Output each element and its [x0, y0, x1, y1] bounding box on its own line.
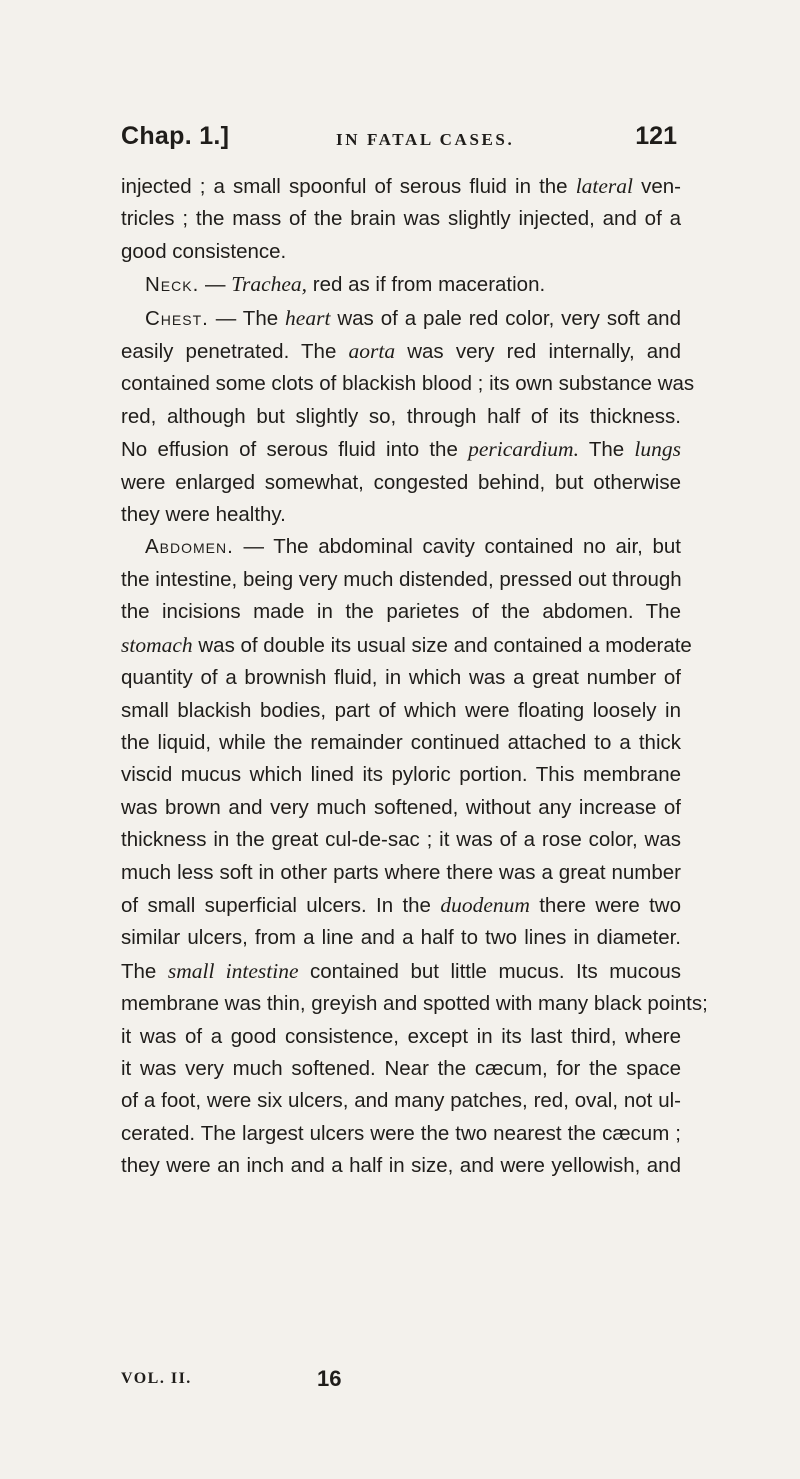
text-run: they were an inch and a half in size, and were yellowish, and	[121, 1154, 681, 1178]
text-line	[121, 1021, 681, 1053]
text-run: cerated. The largest ulcers were the two nearest the cæcum ;	[121, 1121, 681, 1145]
text-run: —	[199, 273, 232, 297]
text-run: No effusion of serous fluid into the	[121, 438, 469, 462]
text-line	[121, 1053, 681, 1085]
text-line	[121, 629, 692, 662]
text-line	[121, 662, 681, 694]
text-line	[121, 857, 681, 889]
text-line	[121, 792, 681, 824]
text-run: red, although but slightly so, through half of its thickness.	[121, 404, 681, 428]
text-run: small blackish bodies, part of which were floating loosely in	[121, 698, 681, 722]
italic-term: pericardium.	[468, 437, 579, 462]
text-run: much less soft in other parts where there was a great number	[121, 860, 681, 884]
italic-term: heart	[285, 305, 331, 330]
text-line	[121, 236, 681, 268]
text-line	[121, 1118, 681, 1150]
text-run: viscid mucus which lined its pyloric portion. This membrane	[121, 763, 681, 787]
italic-term: duodenum	[440, 892, 530, 917]
text-run: was of a pale red color, very soft and	[330, 306, 681, 330]
text-line	[121, 268, 681, 301]
text-line	[121, 1150, 681, 1182]
text-run: was very red internally, and	[395, 340, 681, 364]
text-line	[121, 467, 681, 499]
page-number: 121	[635, 122, 677, 150]
text-run: it was of a good consistence, except in its last third, where	[121, 1024, 681, 1048]
text-run: membrane was thin, greyish and spotted with many black points;	[121, 992, 708, 1016]
section-heading: Chest.	[145, 306, 209, 330]
text-run: injected ; a small spoonful of serous fluid in the	[121, 175, 576, 198]
text-line	[121, 955, 681, 988]
text-run: — The abdominal cavity contained no air, but	[233, 535, 681, 559]
text-run: of small superficial ulcers. In the	[121, 893, 441, 917]
italic-term: stomach	[121, 632, 193, 657]
text-line	[121, 203, 681, 235]
text-run: ven-	[633, 175, 681, 198]
italic-term: lungs	[634, 437, 681, 462]
text-run: quantity of a brownish fluid, in which was a great number of	[121, 666, 681, 690]
italic-term: aorta	[348, 339, 396, 364]
text-run: were enlarged somewhat, congested behind, but otherwise	[121, 470, 681, 494]
text-run: it was very much softened. Near the cæcum, for the space	[121, 1056, 681, 1080]
text-line	[121, 759, 681, 791]
text-run: of a foot, were six ulcers, and many patches, red, oval, not ul-	[121, 1089, 681, 1113]
text-line	[121, 596, 681, 628]
text-line	[121, 889, 681, 922]
text-run: the incisions made in the parietes of the abdomen. The	[121, 600, 681, 624]
text-line	[121, 1085, 681, 1117]
italic-term: Trachea,	[231, 272, 308, 297]
text-run: similar ulcers, from a line and a half to two lines in diameter.	[121, 926, 681, 950]
text-line	[121, 922, 681, 954]
text-run: The	[121, 959, 168, 983]
text-run: contained some clots of blackish blood ; its own substance was	[121, 372, 695, 396]
running-header	[121, 122, 677, 158]
text-run: — The	[208, 306, 286, 330]
text-run: the liquid, while the remainder continued attached to a thick	[121, 730, 681, 754]
text-line	[121, 988, 708, 1020]
text-line	[121, 433, 681, 466]
text-line	[121, 170, 681, 203]
page-footer	[121, 1366, 521, 1396]
signature-mark: 16	[317, 1366, 342, 1391]
text-run: thickness in the great cul-de-sac ; it was of a rose color, was	[121, 828, 681, 852]
text-run: good consistence.	[121, 239, 287, 263]
text-line	[121, 695, 681, 727]
italic-term: small intestine	[167, 958, 299, 983]
text-run: contained but little mucus. Its mucous	[298, 959, 681, 983]
text-line	[121, 302, 681, 335]
text-run: was of double its usual size and contained a moderate	[192, 633, 692, 657]
text-run: The	[578, 438, 635, 462]
text-line	[121, 824, 681, 856]
running-title: IN FATAL CASES.	[336, 130, 515, 149]
text-line	[121, 564, 681, 596]
text-run: red as if from maceration.	[307, 273, 546, 297]
text-line	[121, 499, 681, 531]
text-run: was brown and very much softened, without any increase of	[121, 795, 681, 819]
volume-label: VOL. II.	[121, 1370, 192, 1387]
text-run: easily penetrated. The	[121, 340, 349, 364]
chapter-label: Chap. 1.]	[121, 122, 230, 150]
section-heading: Neck.	[145, 273, 200, 297]
italic-term: lateral	[575, 174, 634, 198]
text-line	[121, 368, 695, 400]
text-line	[121, 531, 681, 563]
text-run: they were healthy.	[121, 503, 286, 527]
section-heading: Abdomen.	[145, 535, 234, 559]
body-text	[121, 170, 708, 1183]
text-line	[121, 727, 681, 759]
text-run: there were two	[529, 893, 682, 917]
text-run: tricles ; the mass of the brain was slightly injected, and of a	[121, 207, 681, 231]
text-line	[121, 335, 681, 368]
text-run: the intestine, being very much distended, pressed out through	[121, 567, 682, 591]
text-line	[121, 401, 681, 433]
